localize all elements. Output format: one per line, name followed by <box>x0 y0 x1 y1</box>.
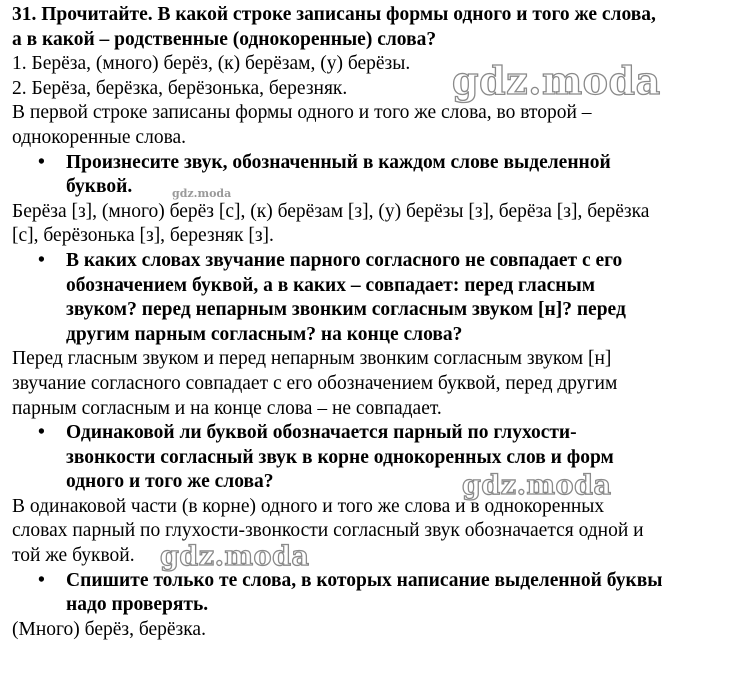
bullet-2-line-1: В каких словах звучание парного согласного не совпадает с его <box>66 249 623 271</box>
answer-3-line-3: парным согласным и на конце слова – не совпадает. <box>12 397 442 419</box>
bullet-marker: • <box>38 422 45 444</box>
bullet-marker: • <box>38 249 45 271</box>
task-line-2: а в какой – родственные (однокоренные) слова? <box>12 28 437 50</box>
answer-1-line-2: однокоренные слова. <box>12 126 187 148</box>
answer-5-line-1: (Много) берёз, берёзка. <box>12 618 206 640</box>
word-row-2: 2. Берёза, берёзка, берёзонька, березняк. <box>12 77 348 99</box>
answer-4-line-1: В одинаковой части (в корне) одного и того же слова и в однокоренных <box>12 495 605 517</box>
bullet-marker: • <box>38 569 45 591</box>
question-bullet-1 <box>12 151 737 200</box>
answer-4 <box>12 495 737 569</box>
bullet-2-line-4: другим парным согласным? на конце слова? <box>66 323 463 345</box>
answer-5 <box>12 618 737 643</box>
bullet-3-line-1: Одинаковой ли буквой обозначается парный по глухости- <box>66 422 577 444</box>
answer-2-line-1: Берёза [з], (много) берёз [с], (к) берёзам [з], (у) берёзы [з], берёза [з], берёзка <box>12 200 650 222</box>
answer-4-line-3: той же буквой. <box>12 545 135 567</box>
task-heading <box>12 3 737 52</box>
answer-1 <box>12 101 737 150</box>
bullet-marker: • <box>38 151 45 173</box>
watermark-small: gdz.moda <box>172 187 232 200</box>
answer-3-line-2: звучание согласного совпадает с его обозначением буквой, перед другим <box>12 372 618 394</box>
bullet-1-line-1: Произнесите звук, обозначенный в каждом слове выделенной <box>66 151 611 173</box>
answer-1-line-1: В первой строке записаны формы одного и того же слова, во второй – <box>12 102 592 124</box>
bullet-4-line-1: Спишите только те слова, в которых написание выделенной буквы <box>66 569 663 591</box>
answer-2 <box>12 200 737 249</box>
bullet-1-line-2: буквой. <box>66 176 133 198</box>
watermark-logo: gdz.moda <box>160 541 310 572</box>
answer-3-line-1: Перед гласным звуком и перед непарным звонким согласным звуком [н] <box>12 348 612 370</box>
watermark-logo: gdz.moda <box>452 58 661 103</box>
watermark-logo: gdz.moda <box>462 470 612 501</box>
bullet-3-line-3: одного и того же слова? <box>66 471 274 493</box>
exercise-page <box>12 3 737 642</box>
answer-2-line-2: [с], берёзонька [з], березняк [з]. <box>12 225 274 247</box>
bullet-4-line-2: надо проверять. <box>66 594 209 616</box>
word-rows <box>12 52 737 101</box>
question-bullet-4 <box>12 569 737 618</box>
bullet-3-line-2: звонкости согласный звук в корне однокоренных слов и форм <box>66 446 614 468</box>
bullet-2-line-3: звуком? перед непарным звонким согласным звуком [н]? перед <box>66 299 626 321</box>
answer-4-line-2: словах парный по глухости-звонкости согласный звук обозначается одной и <box>12 520 644 542</box>
question-bullet-2 <box>12 249 737 347</box>
word-row-1: 1. Берёза, (много) берёз, (к) берёзам, (у) берёзы. <box>12 53 411 75</box>
answer-3 <box>12 347 737 421</box>
bullet-2-line-2: обозначением буквой, а в каких – совпадает: перед гласным <box>66 274 596 296</box>
question-bullet-3 <box>12 421 737 495</box>
task-line-1: 31. Прочитайте. В какой строке записаны формы одного и того же слова, <box>12 4 656 25</box>
